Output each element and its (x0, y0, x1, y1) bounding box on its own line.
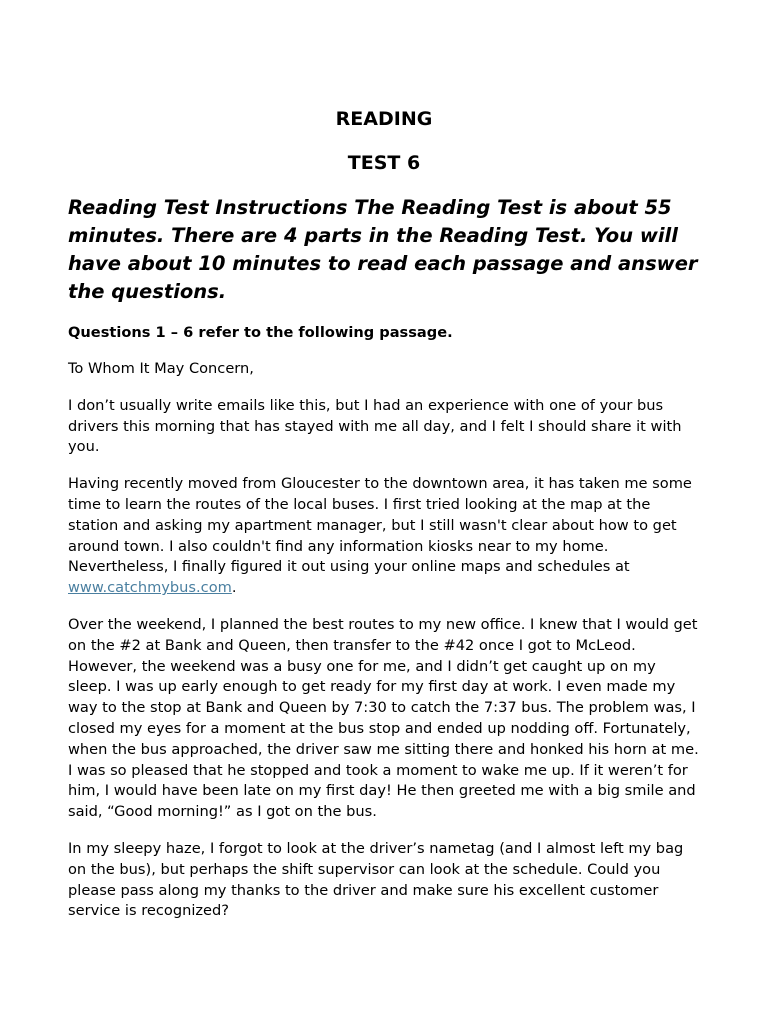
document-title: READING (335, 108, 433, 130)
test-instructions: Reading Test Instructions The Reading Test is about 55 minutes. There are 4 parts in the Reading Test. You will have about 10 minutes to read each passage and answer the questions. (68, 196, 698, 303)
document-page (68, 104, 700, 922)
letter-paragraph-4: In my sleepy haze, I forgot to look at the driver’s nametag (and I almost left my bag on the bus), but perhaps the shift supervisor can look at the schedule. Could you please pass along my thanks to the driver and make sure his excellent customer service is recognized? (68, 839, 684, 920)
letter-paragraph-1: I don’t usually write emails like this, but I had an experience with one of your bus drivers this morning that has stayed with me all day, and I felt I should share it with you. (68, 396, 682, 456)
paragraph-2-text: Having recently moved from Gloucester to the downtown area, it has taken me some time to learn the routes of the local buses. I first tried looking at the map at the station and asking my apartment manager, but I still wasn't clear about how to get around town. I also couldn't find any information kiosks near to my home. Nevertheless, I finally figured it out using your online maps and schedules at (68, 475, 692, 576)
paragraph-2-end: . (231, 579, 237, 597)
document-subtitle: TEST 6 (347, 152, 421, 174)
questions-reference: Questions 1 – 6 refer to the following passage. (68, 324, 453, 341)
letter-salutation: To Whom It May Concern, (68, 360, 254, 377)
letter-paragraph-2 (68, 474, 700, 599)
catchmybus-link[interactable]: www.catchmybus.com (68, 579, 232, 597)
letter-paragraph-3: Over the weekend, I planned the best routes to my new office. I knew that I would get on the #2 at Bank and Queen, then transfer to the #42 once I got to McLeod. However, the weekend was a busy one for me, and I didn’t get caught up on my sleep. I was up early enough to get ready for my first day at work. I even made my way to the stop at Bank and Queen by 7:30 to catch the 7:37 bus. The problem was, I closed my eyes for a moment at the bus stop and ended up nodding off. Fortunately, when the bus approached, the driver saw me sitting there and honked his horn at me. I was so pleased that he stopped and took a moment to wake me up. If it weren’t for him, I would have been late on my first day! He then greeted me with a big smile and said, “Good morning!” as I got on the bus. (68, 615, 699, 821)
